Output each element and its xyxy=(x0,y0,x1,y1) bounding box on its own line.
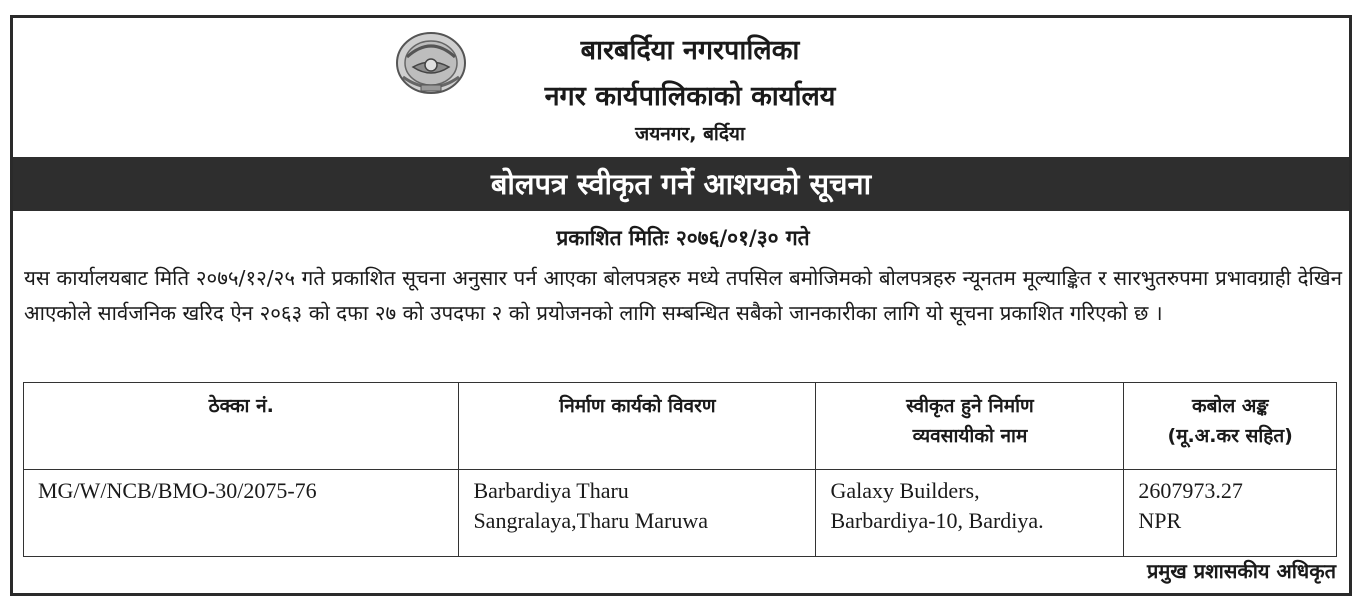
cell-contract-no xyxy=(24,470,459,557)
header-work-description-label: निर्माण कार्यको विवरण xyxy=(559,395,716,417)
work-line1: Barbardiya Tharu xyxy=(473,478,629,503)
header-amount xyxy=(1124,383,1337,470)
amount-line1: 2607973.27 xyxy=(1138,478,1243,503)
amount-line2: NPR xyxy=(1138,508,1182,533)
builder-line2: Barbardiya-10, Bardiya. xyxy=(830,508,1044,533)
signatory: प्रमुख प्रशासकीय अधिकृत xyxy=(1147,559,1336,583)
cell-builder-name xyxy=(816,470,1124,557)
header-work-description xyxy=(459,383,816,470)
header-amount-line2: (मू.अ.कर सहित) xyxy=(1167,425,1293,447)
office-address: जयनगर, बर्दिया xyxy=(635,123,745,145)
office-name: नगर कार्यपालिकाको कार्यालय xyxy=(544,81,836,112)
published-date: प्रकाशित मितिः २०७६/०१/३० गते xyxy=(556,226,810,250)
work-line2: Sangralaya,Tharu Maruwa xyxy=(473,508,709,533)
table-row xyxy=(24,470,1337,557)
notice-title: बोलपत्र स्वीकृत गर्ने आशयको सूचना xyxy=(13,157,1349,211)
notice-body: यस कार्यालयबाट मिति २०७५/१२/२५ गते प्रकाशित सूचना अनुसार पर्न आएका बोलपत्रहरु मध्ये तपसिल बमोजिमको बोलपत्रहरु न्यूनतम मूल्याङ्कित र सारभुतरुपमा प्रभावग्राही देखिन आएकोले सार्वजनिक खरिद ऐन २०६३ को दफा २७ को उपदफा २ को प्रयोजनको लागि सम्बन्धित सबैको जानकारीका लागि यो सूचना प्रकाशित गरिएको छ । xyxy=(24,266,1342,325)
header-amount-line1: कबोल अङ्क xyxy=(1191,395,1269,417)
table-header-row xyxy=(24,383,1337,470)
contract-table xyxy=(23,382,1337,557)
header-contract-no-label: ठेक्का नं. xyxy=(208,395,274,417)
cell-work-description xyxy=(459,470,816,557)
cell-amount xyxy=(1124,470,1337,557)
header-builder-line2: व्यवसायीको नाम xyxy=(912,425,1028,447)
header-contract-no xyxy=(24,383,459,470)
builder-line1: Galaxy Builders, xyxy=(830,478,980,503)
header-builder-line1: स्वीकृत हुने निर्माण xyxy=(906,395,1034,417)
header-builder-name xyxy=(816,383,1124,470)
contract-no-value: MG/W/NCB/BMO-30/2075-76 xyxy=(38,478,317,503)
municipality-name: बारबर्दिया नगरपालिका xyxy=(580,35,800,66)
